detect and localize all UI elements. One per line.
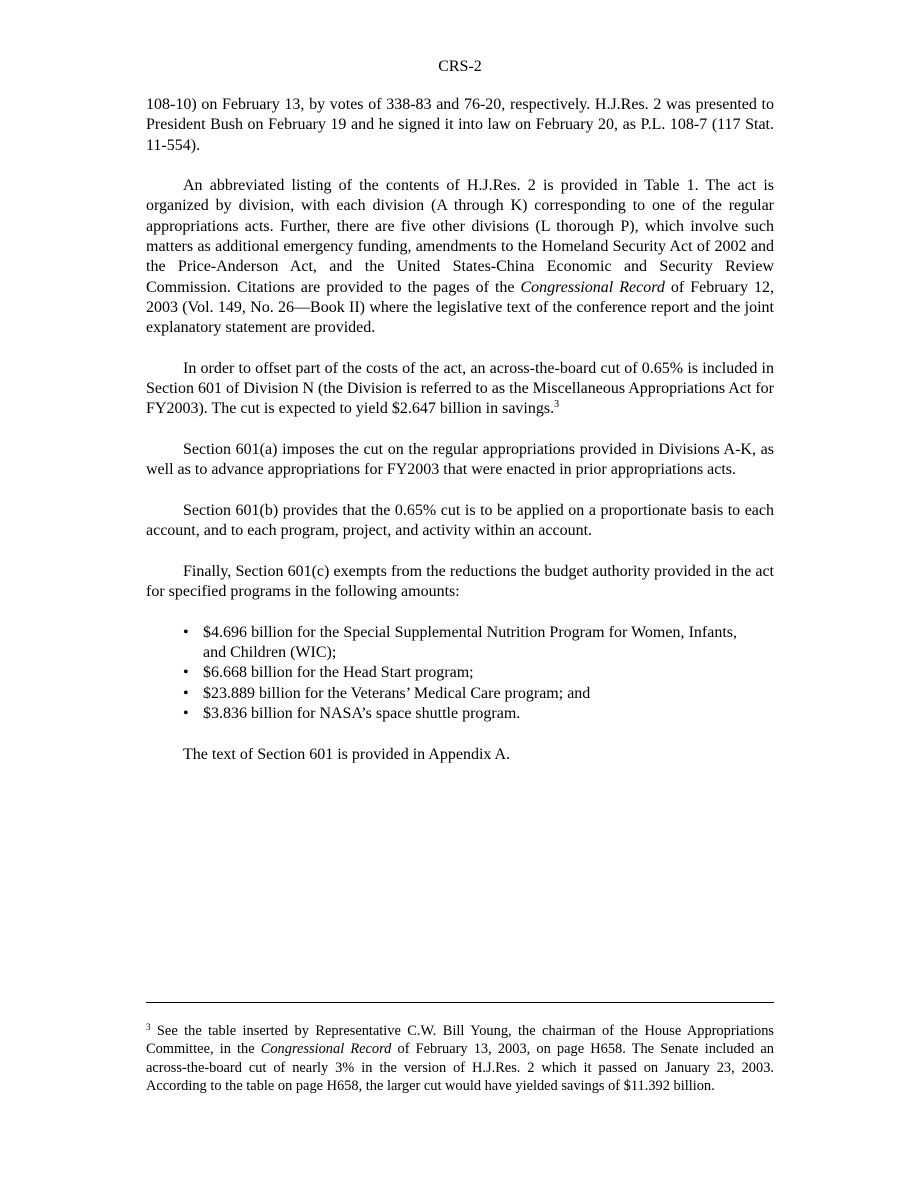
list-item-text: $6.668 billion for the Head Start program;: [203, 664, 474, 682]
list-item: [183, 663, 737, 683]
footnote-divider: [146, 1002, 774, 1003]
list-item: [183, 623, 737, 664]
bullet-icon: •: [183, 623, 189, 641]
bullet-icon: •: [183, 704, 189, 722]
footnote: [146, 1022, 774, 1095]
paragraph-contents-listing: [146, 176, 774, 338]
footnote-number: 3: [146, 1022, 151, 1032]
exemption-list: [146, 623, 774, 724]
footnote-reference: 3: [554, 399, 560, 411]
paragraph-text: An abbreviated listing of the contents of H.J.Res. 2 is provided in Table 1. The act is organized by division, with each division (A through K) corresponding to one of the regular appropriations acts. Further, there are five other divisions (L thorough P), which involve such matters as additional emergency funding, amendments to the Homeland Security Act of 2002 and the Price-Anderson Act, and the United States-China Economic and Security Review Commission. Citations are provided to the pages of the: [146, 177, 774, 296]
paragraph-offset-cut: [146, 359, 774, 420]
footnote-text: of February 13, 2003, on page H658. The Senate included an across-the-board cut of nearly 3% in the version of H.J.Res. 2 which it passed on January 23, 2003. According to the table on page H658, the larger cut would have yielded savings of $11.392 billion.: [146, 1041, 774, 1094]
list-item-text: $23.889 billion for the Veterans’ Medical Care program; and: [203, 684, 591, 702]
paragraph-section-601b: Section 601(b) provides that the 0.65% cut is to be applied on a proportionate basis to each account, and to each program, project, and activity within an account.: [146, 501, 774, 540]
paragraph-continuation: 108-10) on February 13, by votes of 338-83 and 76-20, respectively. H.J.Res. 2 was presented to President Bush on February 19 and he signed it into law on February 20, as P.L. 108-7 (117 Stat. 11-554).: [146, 96, 774, 154]
paragraph-appendix-reference: The text of Section 601 is provided in Appendix A.: [183, 745, 511, 763]
list-item: [183, 684, 737, 704]
congressional-record-title: Congressional Record: [520, 278, 665, 296]
paragraph-text: of February 12, 2003 (Vol. 149, No. 26—Book II) where the legislative text of the conference report and the joint explanatory statement are provided.: [146, 278, 774, 337]
bullet-icon: •: [183, 684, 189, 702]
list-item: [183, 704, 737, 724]
list-item-text: $4.696 billion for the Special Supplemental Nutrition Program for Women, Infants, and Children (WIC);: [203, 623, 737, 662]
footnote-text: See the table inserted by Representative C.W. Bill Young, the chairman of the House Appropriations Committee, in the: [146, 1023, 774, 1058]
page-header: CRS-2: [438, 58, 482, 75]
congressional-record-title: Congressional Record: [260, 1041, 392, 1058]
paragraph-text: In order to offset part of the costs of the act, an across-the-board cut of 0.65% is included in Section 601 of Division N (the Division is referred to as the Miscellaneous Appropriations Act for FY2003). The cut is expected to yield $2.647 billion in savings.: [146, 359, 774, 418]
list-item-text: $3.836 billion for NASA’s space shuttle program.: [203, 704, 521, 722]
paragraph-section-601c: Finally, Section 601(c) exempts from the reductions the budget authority provided in the act for specified programs in the following amounts:: [146, 562, 774, 601]
paragraph-section-601a: Section 601(a) imposes the cut on the regular appropriations provided in Divisions A-K, as well as to advance appropriations for FY2003 that were enacted in prior appropriations acts.: [146, 441, 774, 479]
bullet-icon: •: [183, 664, 189, 682]
document-body: [146, 95, 774, 785]
